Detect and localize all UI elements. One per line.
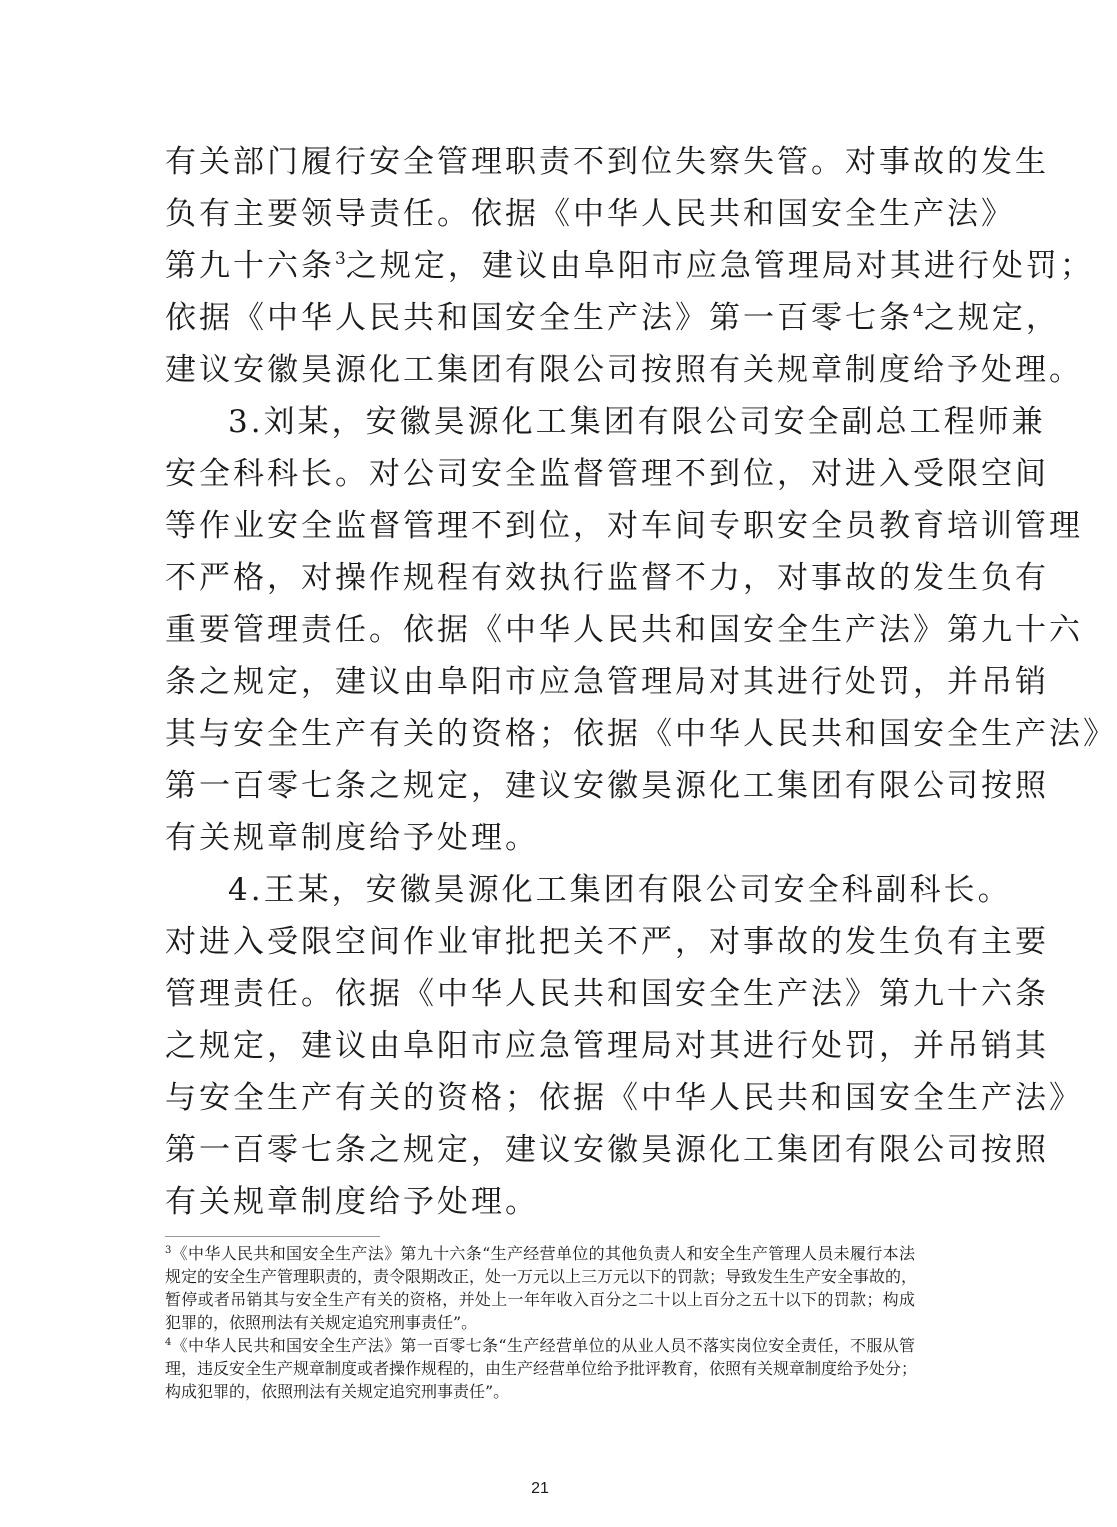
body-line: 条之规定，建议由阜阳市应急管理局对其进行处罚，并吊销 bbox=[165, 664, 1049, 700]
body-line: 第一百零七条之规定，建议安徽昊源化工集团有限公司按照 bbox=[165, 1132, 1049, 1168]
body-line: 安全科科长。对公司安全监督管理不到位，对进入受限空间 bbox=[165, 456, 1049, 492]
text-run: 第九十六条 bbox=[165, 248, 335, 284]
body-line: 3.刘某，安徽昊源化工集团有限公司安全副总工程师兼 bbox=[228, 404, 1046, 440]
text-run: 依据《中华人民共和国安全生产法》第一百零七条 bbox=[165, 300, 913, 336]
footnote-separator bbox=[165, 1236, 380, 1237]
body-line: 与安全生产有关的资格；依据《中华人民共和国安全生产法》 bbox=[165, 1080, 1083, 1116]
footnote-mark: 4 bbox=[913, 301, 924, 321]
body-line: 4.王某，安徽昊源化工集团有限公司安全科副科长。 bbox=[228, 872, 1012, 908]
footnote-mark: 4 bbox=[165, 1337, 172, 1348]
body-line: 等作业安全监督管理不到位，对车间专职安全员教育培训管理 bbox=[165, 508, 1083, 544]
body-line: 第一百零七条之规定，建议安徽昊源化工集团有限公司按照 bbox=[165, 768, 1049, 804]
footnote-line: 犯罪的，依照刑法有关规定追究刑事责任”。 bbox=[165, 1313, 478, 1332]
footnote-line bbox=[165, 1242, 915, 1265]
text-run: 之规定，建议由阜阳市应急管理局对其进行处罚； bbox=[345, 248, 1094, 284]
body-line: 有关部门履行安全管理职责不到位失察失管。对事故的发生 bbox=[165, 144, 1049, 180]
footnote-line: 构成犯罪的，依照刑法有关规定追究刑事责任”。 bbox=[165, 1382, 510, 1401]
text-run: 之规定， bbox=[923, 300, 1060, 336]
footnote-line: 理，违反安全生产规章制度或者操作规程的，由生产经营单位给予批评教育，依照有关规章制度给予处分； bbox=[165, 1359, 918, 1378]
text-run: 《中华人民共和国安全生产法》第一百零七条“生产经营单位的从业人员不落实岗位安全责任，不服从管 bbox=[171, 1336, 915, 1355]
body-line: 管理责任。依据《中华人民共和国安全生产法》第九十六条 bbox=[165, 976, 1049, 1012]
body-line: 对进入受限空间作业审批把关不严，对事故的发生负有主要 bbox=[165, 924, 1049, 960]
body-line: 有关规章制度给予处理。 bbox=[165, 1184, 539, 1220]
footnote-line: 暂停或者吊销其与安全生产有关的资格，并处上一年年收入百分之二十以上百分之五十以下的罚款；构成 bbox=[165, 1290, 915, 1309]
footnote-mark: 3 bbox=[335, 249, 346, 269]
body-line: 之规定，建议由阜阳市应急管理局对其进行处罚，并吊销其 bbox=[165, 1028, 1049, 1064]
footnote-line bbox=[165, 1334, 915, 1357]
body-line bbox=[165, 240, 1094, 292]
body-line: 其与安全生产有关的资格；依据《中华人民共和国安全生产法》 bbox=[165, 716, 1117, 752]
text-run: 《中华人民共和国安全生产法》第九十六条“生产经营单位的其他负责人和安全生产管理人员未履行本法 bbox=[171, 1244, 915, 1263]
body-line: 有关规章制度给予处理。 bbox=[165, 820, 539, 856]
body-line bbox=[165, 292, 1060, 344]
body-line: 建议安徽昊源化工集团有限公司按照有关规章制度给予处理。 bbox=[165, 352, 1083, 388]
body-line: 负有主要领导责任。依据《中华人民共和国安全生产法》 bbox=[165, 196, 1015, 232]
page-number: 21 bbox=[531, 1480, 549, 1497]
footnote-mark: 3 bbox=[165, 1245, 172, 1256]
body-line: 重要管理责任。依据《中华人民共和国安全生产法》第九十六 bbox=[165, 612, 1083, 648]
footnote-line: 规定的安全生产管理职责的，责令限期改正，处一万元以上三万元以下的罚款；导致发生生产安全事故的， bbox=[165, 1267, 918, 1286]
body-line: 不严格，对操作规程有效执行监督不力，对事故的发生负有 bbox=[165, 560, 1049, 596]
